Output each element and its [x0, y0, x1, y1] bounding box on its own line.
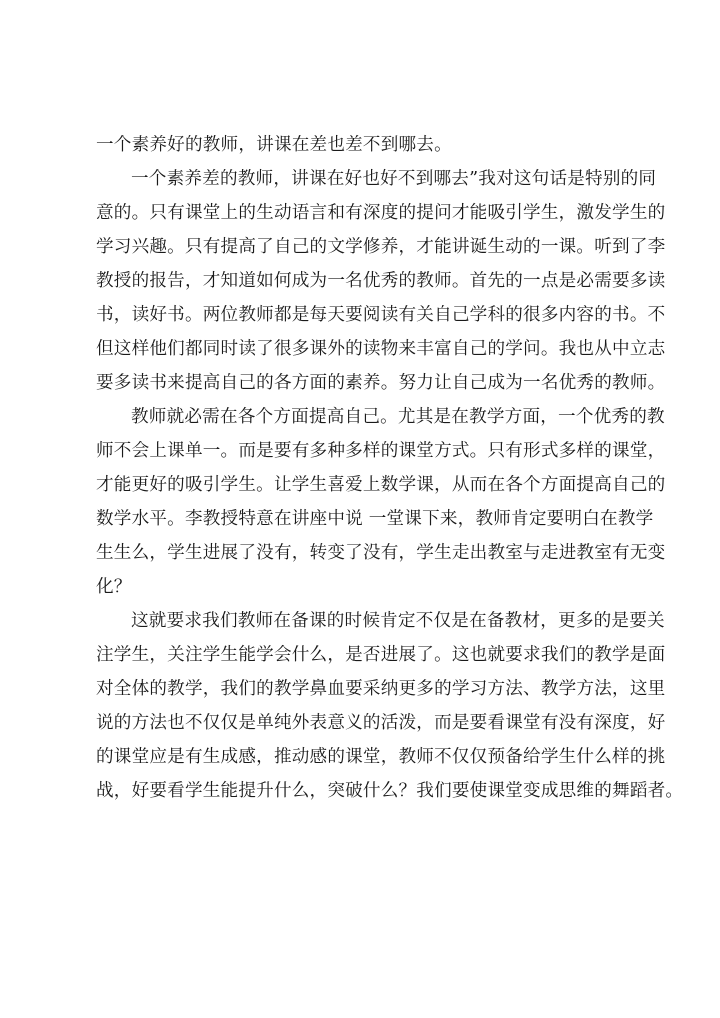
text-line-17: 对全体的教学，我们的教学鼻血要采纳更多的学习方法、教学方法，这里: [96, 679, 666, 699]
text-line-1: 一个素养好的教师，讲课在差也差不到哪去。: [96, 135, 452, 155]
text-line-12: 数学水平。李教授特意在讲座中说 一堂课下来，教师肯定要明白在教学: [96, 509, 654, 529]
text-line-16: 注学生，关注学生能学会什么，是否进展了。这也就要求我们的教学是面: [96, 645, 666, 665]
text-line-2: 一个素养差的教师，讲课在好也好不到哪去”我对这句话是特别的同: [131, 169, 657, 189]
text-line-6: 书，读好书。两位教师都是每天要阅读有关自己学科的很多内容的书。不: [96, 305, 666, 325]
text-line-5: 教授的报告，才知道如何成为一名优秀的教师。首先的一点是必需要多读: [96, 271, 666, 291]
text-line-9: 教师就必需在各个方面提高自己。尤其是在教学方面，一个优秀的教: [131, 407, 665, 427]
text-line-14: 化？: [96, 577, 132, 597]
text-line-13: 生生么，学生进展了没有，转变了没有，学生走出教室与走进教室有无变: [96, 543, 666, 563]
text-line-18: 说的方法也不仅仅是单纯外表意义的活泼，而是要看课堂有没有深度，好: [96, 713, 666, 733]
text-line-19: 的课堂应是有生成感，推动感的课堂，教师不仅仅预备给学生什么样的挑: [96, 747, 666, 767]
text-line-15: 这就要求我们教师在备课的时候肯定不仅是在备教材，更多的是要关: [131, 611, 665, 631]
text-line-11: 才能更好的吸引学生。让学生喜爱上数学课，从而在各个方面提高自己的: [96, 475, 666, 495]
text-line-4: 学习兴趣。只有提高了自己的文学修养，才能讲诞生动的一课。听到了李: [96, 237, 666, 257]
text-line-10: 师不会上课单一。而是要有多种多样的课堂方式。只有形式多样的课堂，: [96, 441, 666, 461]
text-line-7: 但这样他们都同时读了很多课外的读物来丰富自己的学问。我也从中立志: [96, 339, 666, 359]
document-body: [96, 128, 684, 808]
text-line-20: 战，好要看学生能提升什么，突破什么？我们要使课堂变成思维的舞蹈者。: [96, 781, 684, 801]
text-line-3: 意的。只有课堂上的生动语言和有深度的提问才能吸引学生，激发学生的: [96, 203, 666, 223]
text-line-8: 要多读书来提高自己的各方面的素养。努力让自己成为一名优秀的教师。: [96, 373, 666, 393]
